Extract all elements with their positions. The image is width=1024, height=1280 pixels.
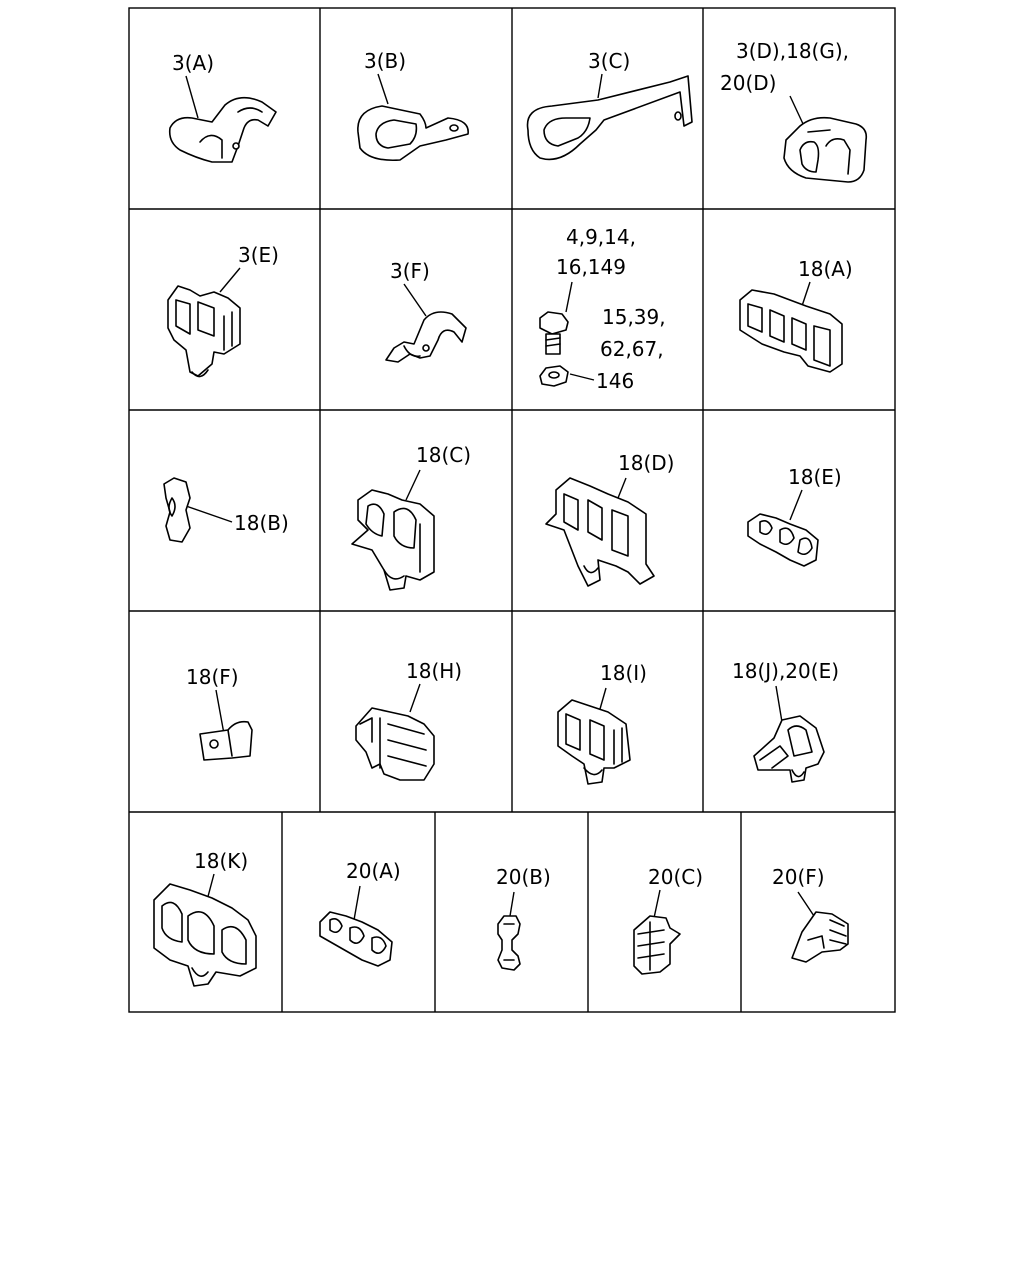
label-20f: 20(F): [772, 865, 825, 889]
part-20b: [496, 865, 551, 970]
part-18a: [740, 257, 853, 372]
label-18c: 18(C): [416, 443, 472, 467]
label-nut-line3: 146: [596, 369, 635, 393]
part-18e: [748, 465, 842, 566]
label-3c: 3(C): [588, 49, 631, 73]
part-18j: [732, 659, 839, 782]
label-18f: 18(F): [186, 665, 239, 689]
label-18b: 18(B): [234, 511, 289, 535]
part-20f: [772, 865, 848, 962]
part-3a: [170, 51, 276, 162]
part-18b: [164, 478, 289, 542]
part-18h: [356, 659, 462, 780]
label-20b: 20(B): [496, 865, 551, 889]
part-3e: [168, 243, 279, 377]
label-20a: 20(A): [346, 859, 401, 883]
part-20c: [634, 865, 703, 974]
label-3e: 3(E): [238, 243, 279, 267]
label-3a: 3(A): [172, 51, 215, 75]
part-3f: [386, 259, 466, 362]
label-3f: 3(F): [390, 259, 430, 283]
label-bolt-line1: 4,9,14,: [566, 225, 636, 249]
part-3c: [528, 49, 693, 159]
label-18a: 18(A): [798, 257, 853, 281]
label-20c: 20(C): [648, 865, 704, 889]
label-18i: 18(I): [600, 661, 647, 685]
part-18k: [154, 849, 256, 986]
part-3d: [720, 39, 866, 182]
label-bolt-line2: 16,149: [556, 255, 626, 279]
part-18d: [546, 451, 674, 586]
part-18c: [352, 443, 471, 590]
part-18f: [186, 665, 252, 760]
label-18e: 18(E): [788, 465, 842, 489]
label-3d-line2: 20(D): [720, 71, 777, 95]
label-18d: 18(D): [618, 451, 675, 475]
label-18j: 18(J),20(E): [732, 659, 840, 683]
label-3b: 3(B): [364, 49, 407, 73]
part-3b: [358, 49, 468, 160]
label-18k: 18(K): [194, 849, 249, 873]
label-nut-line1: 15,39,: [602, 305, 666, 329]
part-18i: [558, 661, 647, 784]
part-bolt: [540, 225, 636, 354]
label-18h: 18(H): [406, 659, 463, 683]
part-20a: [320, 859, 401, 966]
label-nut-line2: 62,67,: [600, 337, 664, 361]
label-3d-line1: 3(D),18(G),: [736, 39, 849, 63]
